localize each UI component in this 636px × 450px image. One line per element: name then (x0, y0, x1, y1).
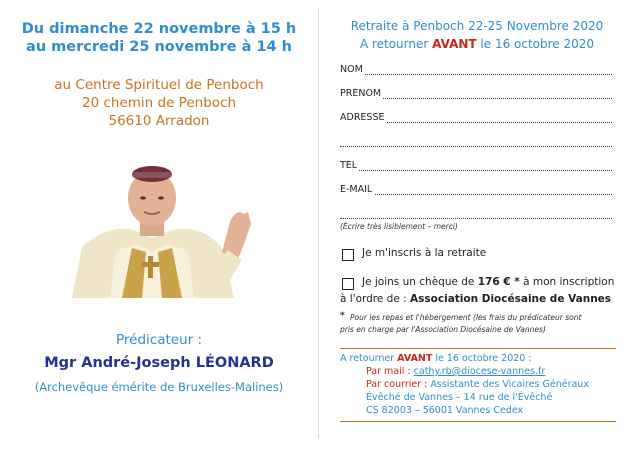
mail-line (366, 366, 545, 379)
separator-bottom (340, 421, 616, 422)
send-prefix: A retourner (340, 353, 398, 364)
venue-city: 56610 Arradon (108, 113, 210, 129)
email-field[interactable] (340, 184, 612, 198)
mail-label: Par mail : (366, 366, 414, 377)
return-avant: AVANT (432, 37, 477, 51)
preacher-role: (Archevêque émérite de Bruxelles-Malines) (34, 380, 284, 394)
post-value-2: Évêché de Vannes – 14 rue de l'Évêché (366, 392, 553, 403)
bishop-photo (52, 152, 260, 298)
fold-divider (318, 8, 319, 438)
send-suffix: le 16 octobre 2020 : (432, 353, 532, 364)
form-title: Retraite à Penboch 22-25 Novembre 2020 (350, 19, 604, 33)
adresse-field[interactable] (340, 112, 612, 126)
adresse-label: ADRESSE (340, 112, 385, 123)
post-line (366, 379, 589, 392)
order-line (340, 293, 611, 305)
venue-name: au Centre Spirituel de Penboch (54, 77, 264, 93)
adresse-line-2[interactable] (340, 136, 612, 146)
separator-top (340, 348, 616, 349)
email-label: E-MAIL (340, 184, 373, 195)
order-name: Association Diocésaine de Vannes (410, 293, 612, 305)
footnote-line-1: Pour les repas et l'hébergement (les frais du prédicateur sont (350, 313, 582, 322)
checkbox-icon[interactable] (342, 278, 354, 290)
post-value-3: CS 82003 – 56001 Vannes Cedex (366, 405, 524, 416)
return-deadline (318, 36, 636, 52)
send-avant: AVANT (397, 353, 433, 364)
nom-field[interactable] (340, 64, 612, 78)
order-pre: à l'ordre de : (340, 293, 411, 305)
send-deadline (340, 353, 532, 366)
footnote-line-2: pris en charge par l'Association Diocésaine de Vannes) (340, 325, 546, 334)
post-value-1: Assistante des Vicaires Généraux (430, 379, 589, 390)
email-line-2[interactable] (340, 208, 612, 218)
nom-label: NOM (340, 64, 363, 75)
post-label: Par courrier : (366, 379, 431, 390)
cheque-amount: 176 € * (477, 276, 520, 288)
tel-label: TÉL (340, 160, 358, 171)
return-suffix: le 16 octobre 2020 (476, 37, 595, 51)
register-label: Je m'inscris à la retraite (362, 247, 487, 259)
mail-link[interactable]: cathy.rb@diocese-vannes.fr (413, 366, 546, 377)
footnote-star: * (340, 311, 345, 321)
preacher-name: Mgr André-Joseph LÉONARD (44, 355, 274, 371)
write-hint: (Écrire très lisiblement – merci) (340, 222, 458, 231)
return-prefix: A retourner (359, 37, 433, 51)
date-start: Du dimanche 22 novembre à 15 h (21, 21, 297, 37)
cheque-pre: Je joins un chèque de (362, 276, 478, 288)
tel-field[interactable] (340, 160, 612, 174)
venue-street: 20 chemin de Penboch (82, 95, 236, 111)
date-end: au mercredi 25 novembre à 14 h (26, 39, 292, 55)
prenom-label: PRÉNOM (340, 88, 382, 99)
checkbox-icon[interactable] (342, 249, 354, 261)
cheque-line (362, 276, 614, 288)
prenom-field[interactable] (340, 88, 612, 102)
preacher-heading: Prédicateur : (115, 332, 203, 348)
cheque-post: à mon inscription (519, 276, 615, 288)
